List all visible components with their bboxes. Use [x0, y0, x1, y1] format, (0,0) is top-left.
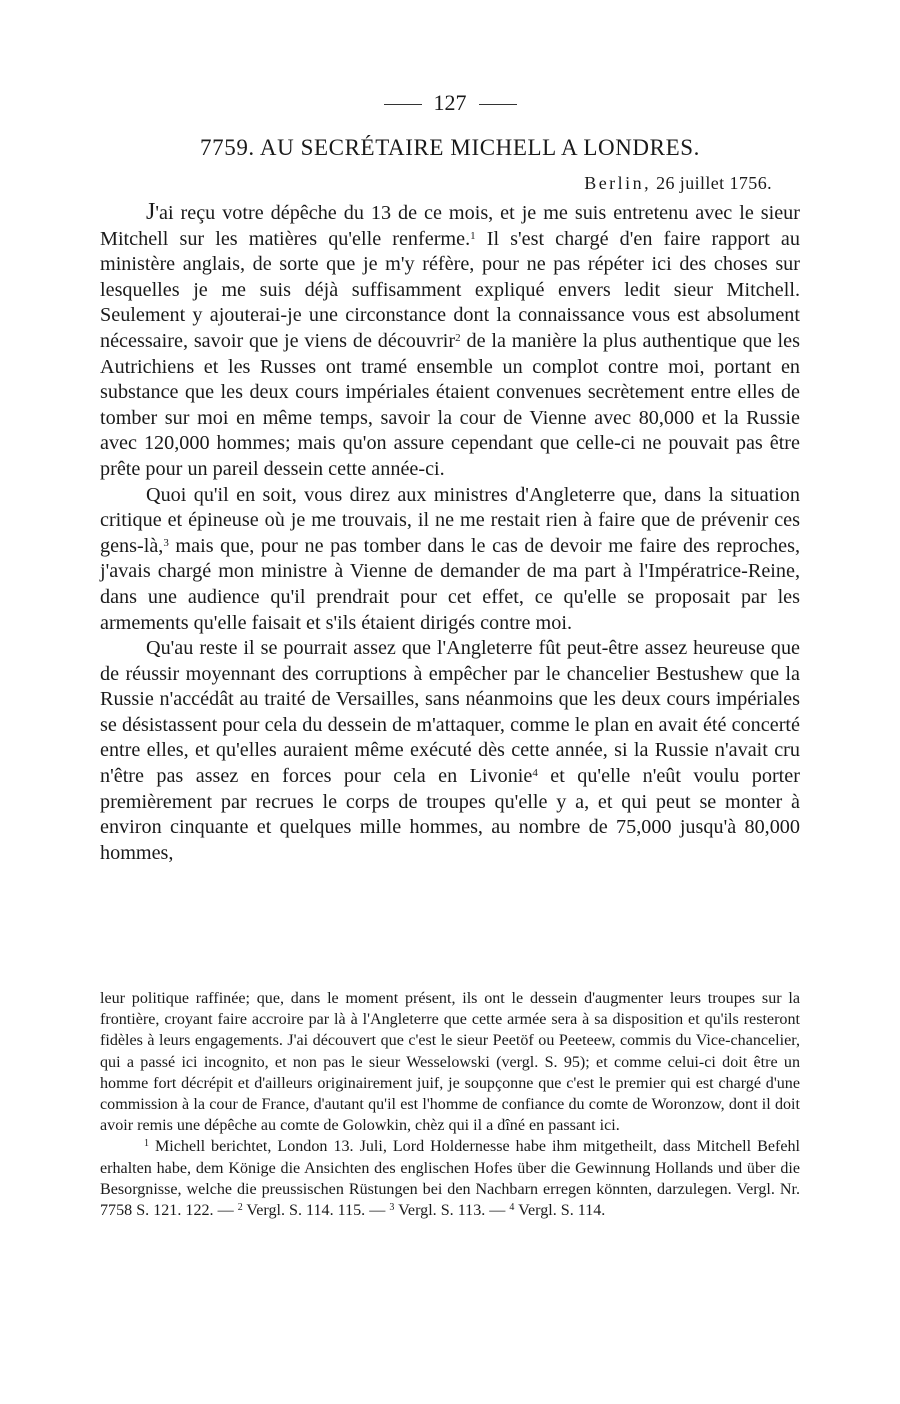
page-number	[0, 90, 900, 116]
text-run: Il s'est chargé d'en faire rapport au ministère anglais, de sorte que je m'y réfère, pour ne pas répéter ici des choses sur lesquelles je me suis déjà suffisamment expliqué envers ledit sieur Mitchell. Seulement y ajouterai-je une circonstance dont la connaissance vous est absolument nécessaire, savoir que je viens de découvrir	[100, 227, 800, 352]
text-run: de la manière la plus authentique que les Autrichiens et les Russes ont tramé ensemble un complot contre moi, portant en substance que les deux cours impériales étaient convenues secrètement entre elles de tomber sur moi en même temps, savoir la cour de Vienne avec 80,000 et la Russie avec 120,000 hommes; mais qu'on assure cependant que celle-ci ne pouvait pas être prête pour un pareil dessein cette année-ci.	[100, 329, 800, 480]
rule-right	[479, 104, 517, 105]
text-run: et qu'elle n'eût voulu porter premièrement par recrues le corps de troupes qu'elle y a, et qui peut se monter à environ cinquante et quelques mille hommes, au nombre de 75,000 jusqu'à 80,000 hommes,	[100, 765, 800, 864]
letter-number: 7759.	[200, 135, 255, 160]
dateline-place: Berlin,	[584, 173, 652, 193]
footnote-ref: 1	[470, 229, 476, 242]
footnote-ref: 3	[389, 1202, 395, 1214]
letter-body	[100, 200, 800, 866]
body-paragraph	[100, 200, 800, 483]
text-run: Quoi qu'il en soit, vous direz aux ministres d'Angleterre que, dans la situation critique et épineuse où je me trouvais, il ne me restait rien à faire que de prévenir ces gens-là,	[100, 483, 800, 557]
text-run: 'ai reçu votre dépêche du 13 de ce mois, et je me suis entretenu avec le sieur Mitchell sur les matières qu'elle renferme.	[100, 202, 800, 250]
footnote-ref: 1	[144, 1138, 149, 1150]
footnote-ref: 3	[163, 536, 169, 549]
footnote-ref: 4	[532, 767, 538, 780]
text-run: Vergl. S. 113. —	[394, 1202, 510, 1220]
text-run: Qu'au reste il se pourrait assez que l'Angleterre fût peut-être assez heureuse que de réussir moyennant des corruptions à empêcher par le chancelier Bestushew que la Russie n'accédât au traité de Versailles, sans néanmoins que les deux cours impériales se désistassent pour cela du dessein de m'attaquer, comme le plan en avait été concerté entre elles, et qu'elles auraient même exécuté dès cette année, si la Russie n'avait cru n'être pas assez en forces pour cela en Livonie	[100, 637, 800, 788]
body-paragraph	[100, 636, 800, 866]
footnote-paragraph	[100, 1136, 800, 1221]
page-number-text: 127	[433, 90, 467, 115]
footnote-ref: 2	[455, 331, 461, 344]
footnote-ref: 2	[237, 1202, 243, 1214]
footnotes	[100, 988, 800, 1221]
letter-heading	[0, 135, 900, 161]
text-run: Vergl. S. 114.	[514, 1202, 606, 1220]
dateline-date: 26 juillet 1756.	[656, 173, 772, 193]
text-run: mais que, pour ne pas tomber dans le cas de devoir me faire des reproches, j'avais chargé mon ministre à Vienne de demander de ma part à l'Impératrice-Reine, dans une audience qu'il prendrait pour cet effet, ce qu'elle se proposait par les armements qu'elle faisait et s'ils étaient dirigés contre moi.	[100, 534, 800, 634]
body-paragraph	[100, 483, 800, 637]
text-run: Michell berichtet, London 13. Juli, Lord Holdernesse habe ihm mitgetheilt, dass Mitchell Befehl erhalten habe, dem Könige die Ansichten des englischen Hofes über die Gewinnung Hollands und über die Besorgnisse, welche die preussischen Rüstungen bei den Nachbarn erregen könnten, darzulegen. Vergl. Nr. 7758 S. 121. 122. —	[100, 1138, 800, 1220]
rule-left	[384, 104, 422, 105]
text-run: J	[146, 199, 156, 225]
letter-title: AU SECRÉTAIRE MICHELL A LONDRES.	[259, 135, 700, 160]
dateline	[584, 173, 772, 194]
footnote-ref: 4	[509, 1202, 515, 1214]
text-run: Vergl. S. 114. 115. —	[242, 1202, 390, 1220]
footnote-paragraph: leur politique raffinée; que, dans le moment présent, ils ont le dessein d'augmenter leurs troupes sur la frontière, croyant faire accroire par là à l'Angleterre que cette armée sera à sa disposition et qu'ils resteront fidèles à leurs engagements. J'ai découvert que c'est le sieur Peetöf ou Peeteew, commis du Vice-chancelier, qui a passé ici incognito, et non pas le sieur Wesselowski (vergl. S. 95); et comme celui-ci doit être un homme fort décrépit et d'ailleurs originairement juif, je soupçonne que c'est le premier qui est chargé d'une commission à la cour de France, d'autant qu'il est l'homme de confiance du comte de Woronzow, dont il doit avoir remis une dépêche au comte de Golowkin, chèz qui il a dîné en passant ici.	[100, 990, 800, 1135]
